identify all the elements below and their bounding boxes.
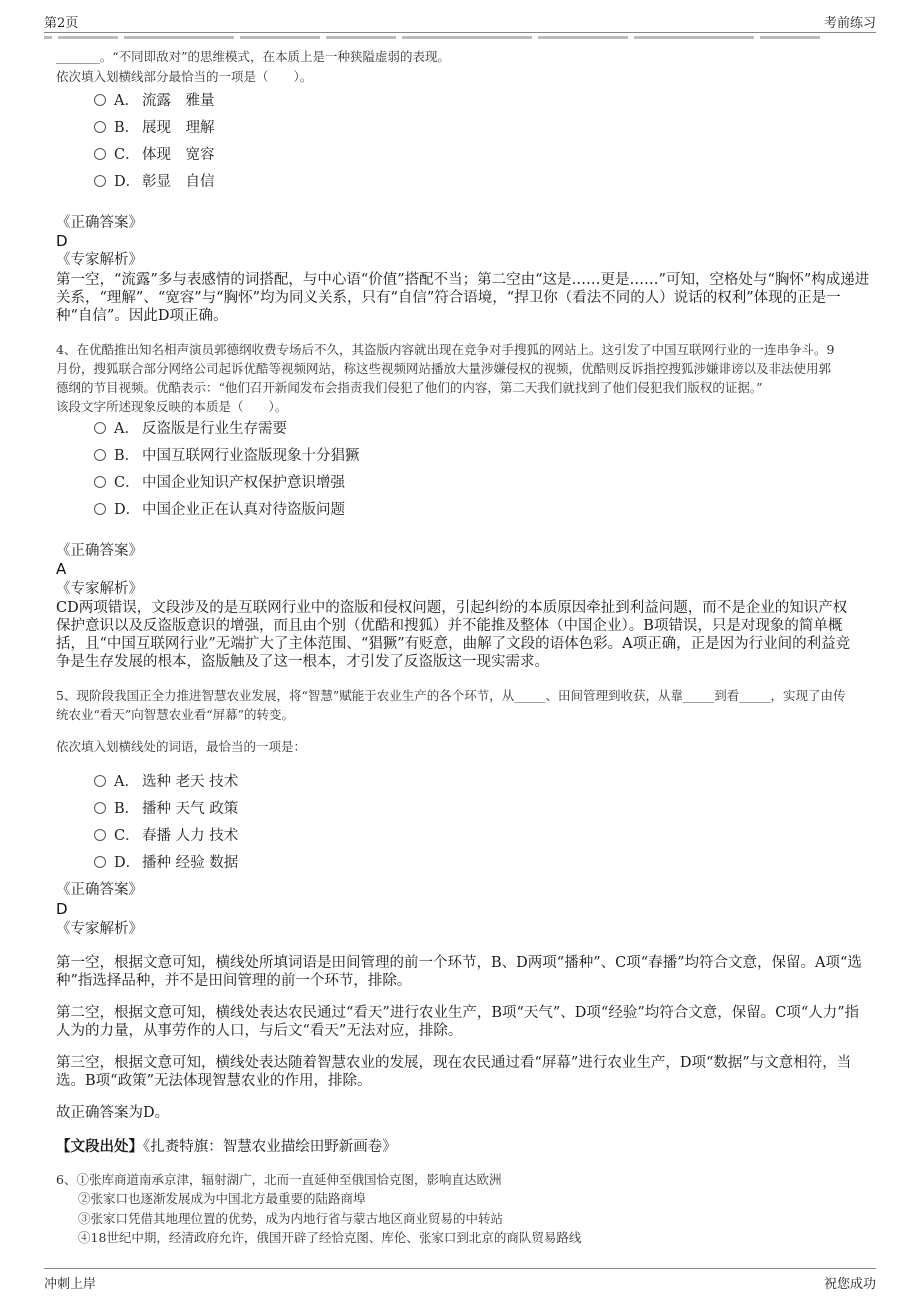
radio-icon[interactable] [94,148,106,160]
radio-icon[interactable] [94,775,106,787]
radio-icon[interactable] [94,175,106,187]
q3-analysis-line: 第一空，“流露”多与表感情的词搭配，与中心语“价值”搭配不当；第二空由“这是……更是……”可知，空格处与“胸怀”构成递进 [56,272,870,288]
page-footer [44,1268,876,1293]
q4-option-c[interactable]: C． 中国企业知识产权保护意识增强 [94,474,345,492]
footer-right: 祝您成功 [823,1277,876,1292]
q3-analysis-line: 关系，“理解”、“宽容”与“胸怀”均为同义关系，只有“自信”符合语境，“捍卫你（看法不同的人）说话的权利”体现的正是一 [56,290,841,306]
q4-analysis-line: 括，且“中国互联网行业”无端扩大了主体范围、“猖獗”有贬意，曲解了文段的语体色彩。A项正确，正是因为行业间的利益竞 [56,636,851,652]
q5-stem-line: 统农业“看天”向智慧农业看“屏幕”的转变。 [56,707,295,722]
page-number: 第2页 [44,16,79,31]
q3-option-c[interactable]: C． 体现 宽容 [94,146,215,164]
q4-stem-line: 4、在优酷推出知名相声演员郭德纲收费专场后不久，其盗版内容就出现在竞争对手搜狐的网站上。这引发了中国互联网行业的一连串争斗。9 [56,342,835,357]
q5-prompt: 依次填入划横线处的词语，最恰当的一项是： [56,739,307,754]
q5-option-d[interactable]: D． 播种 经验 数据 [94,854,238,872]
q4-analysis-line: 保护意识以及反盗版意识的增强，而且由个别（优酷和搜狐）并不能推及整体（中国企业）。B项错误，只是对现象的简单概 [56,618,843,634]
q3-option-a[interactable]: A． 流露 雅量 [94,92,215,110]
q3-option-d[interactable]: D． 彰显 自信 [94,173,215,191]
q3-analysis-label: 《专家解析》 [56,252,143,268]
radio-icon[interactable] [94,476,106,488]
q4-stem-line: 德纲的节目视频。优酷表示：“他们召开新闻发布会指责我们侵犯了他们的内容，第二天我们就找到了他们侵犯我们版权的证据。” [56,380,763,395]
source-tag: 【文段出处】 [56,1138,143,1155]
q4-answer: A [56,560,67,578]
radio-icon[interactable] [94,449,106,461]
q5-analysis-p2: 第二空，根据文意可知，横线处表达农民通过“看天”进行农业生产，B项“天气”、D项“经验”均符合文意，保留。C项“人力”指 [56,1005,860,1021]
q5-analysis-p3: 选。B项“政策”无法体现智慧农业的作用，排除。 [56,1073,372,1089]
q5-option-b[interactable]: B． 播种 天气 政策 [94,800,238,818]
radio-icon[interactable] [94,94,106,106]
q5-option-c[interactable]: C． 春播 人力 技术 [94,827,238,845]
radio-icon[interactable] [94,422,106,434]
q4-option-d[interactable]: D． 中国企业正在认真对待盗版问题 [94,501,345,519]
q4-answer-label: 《正确答案》 [56,543,143,559]
q6-line: ④18世纪中期，经清政府允许，俄国开辟了经恰克图、库伦、张家口到北京的商队贸易路线 [78,1230,582,1245]
page-header [44,10,876,33]
radio-icon[interactable] [94,829,106,841]
header-title: 考前练习 [823,16,876,31]
q3-stem-tail: _______。“不同即敌对”的思维模式，在本质上是一种狭隘虚弱的表现。 [56,49,451,64]
q6-line: 6、①张库商道南承京津，辐射湖广，北而一直延伸至俄国恰克图，影响直达欧洲 [56,1172,502,1187]
cropped-previous-line [44,36,864,42]
q5-option-a[interactable]: A． 选种 老天 技术 [94,773,238,791]
q4-stem-line: 月份，搜狐联合部分网络公司起诉优酷等视频网站，称这些视频网站播放大量涉嫌侵权的视频，优酷则反诉指控搜狐涉嫌诽谤以及非法使用郭 [56,361,832,376]
q5-analysis-p1: 种”指选择品种，并不是田间管理的前一个环节，排除。 [56,973,412,989]
q5-analysis-p2: 人为的力量，从事劳作的人口，与后文“看天”无法对应，排除。 [56,1023,463,1039]
radio-icon[interactable] [94,856,106,868]
q3-analysis-line: 种“自信”。因此D项正确。 [56,308,228,324]
q3-answer: D [56,232,68,250]
q5-analysis-label: 《专家解析》 [56,921,143,937]
q4-option-b[interactable]: B． 中国互联网行业盗版现象十分猖獗 [94,447,360,465]
q4-analysis-label: 《专家解析》 [56,581,143,597]
q4-analysis-line: 争是生存发展的根本，盗版触及了这一根本，才引发了反盗版这一现实需求。 [56,654,549,670]
radio-icon[interactable] [94,802,106,814]
q3-prompt: 依次填入划横线部分最恰当的一项是（ ）。 [56,69,313,84]
source-title: 《扎赉特旗：智慧农业描绘田野新画卷》 [143,1139,397,1155]
radio-icon[interactable] [94,503,106,515]
q5-answer: D [56,900,68,918]
footer-left: 冲刺上岸 [44,1277,97,1292]
q4-prompt: 该段文字所述现象反映的本质是（ ）。 [56,399,288,414]
q3-answer-label: 《正确答案》 [56,215,143,231]
q4-analysis-line: CD两项错误，文段涉及的是互联网行业中的盗版和侵权问题，引起纠纷的本质原因牵扯到利益问题，而不是企业的知识产权 [56,600,848,616]
q5-analysis-p1: 第一空，根据文意可知，横线处所填词语是田间管理的前一个环节，B、D两项“播种”、C项“春播”均符合文意，保留。A项“选 [56,955,862,971]
q5-conclusion: 故正确答案为D。 [56,1105,170,1121]
radio-icon[interactable] [94,121,106,133]
q5-answer-label: 《正确答案》 [56,882,143,898]
q6-line: ②张家口也逐渐发展成为中国北方最重要的陆路商埠 [78,1191,366,1206]
q4-option-a[interactable]: A． 反盗版是行业生存需要 [94,420,287,438]
q6-line: ③张家口凭借其地理位置的优势，成为内地行省与蒙古地区商业贸易的中转站 [78,1211,504,1226]
q5-analysis-p3: 第三空，根据文意可知，横线处表达随着智慧农业的发展，现在农民通过看“屏幕”进行农业生产，D项“数据”与文意相符，当 [56,1055,852,1071]
q5-stem-line: 5、现阶段我国正全力推进智慧农业发展，将“智慧”赋能于农业生产的各个环节，从_____、田间管理到收获，从靠_____到看_____，实现了由传 [56,688,846,703]
q5-source [56,1137,397,1157]
q3-option-b[interactable]: B． 展现 理解 [94,119,215,137]
